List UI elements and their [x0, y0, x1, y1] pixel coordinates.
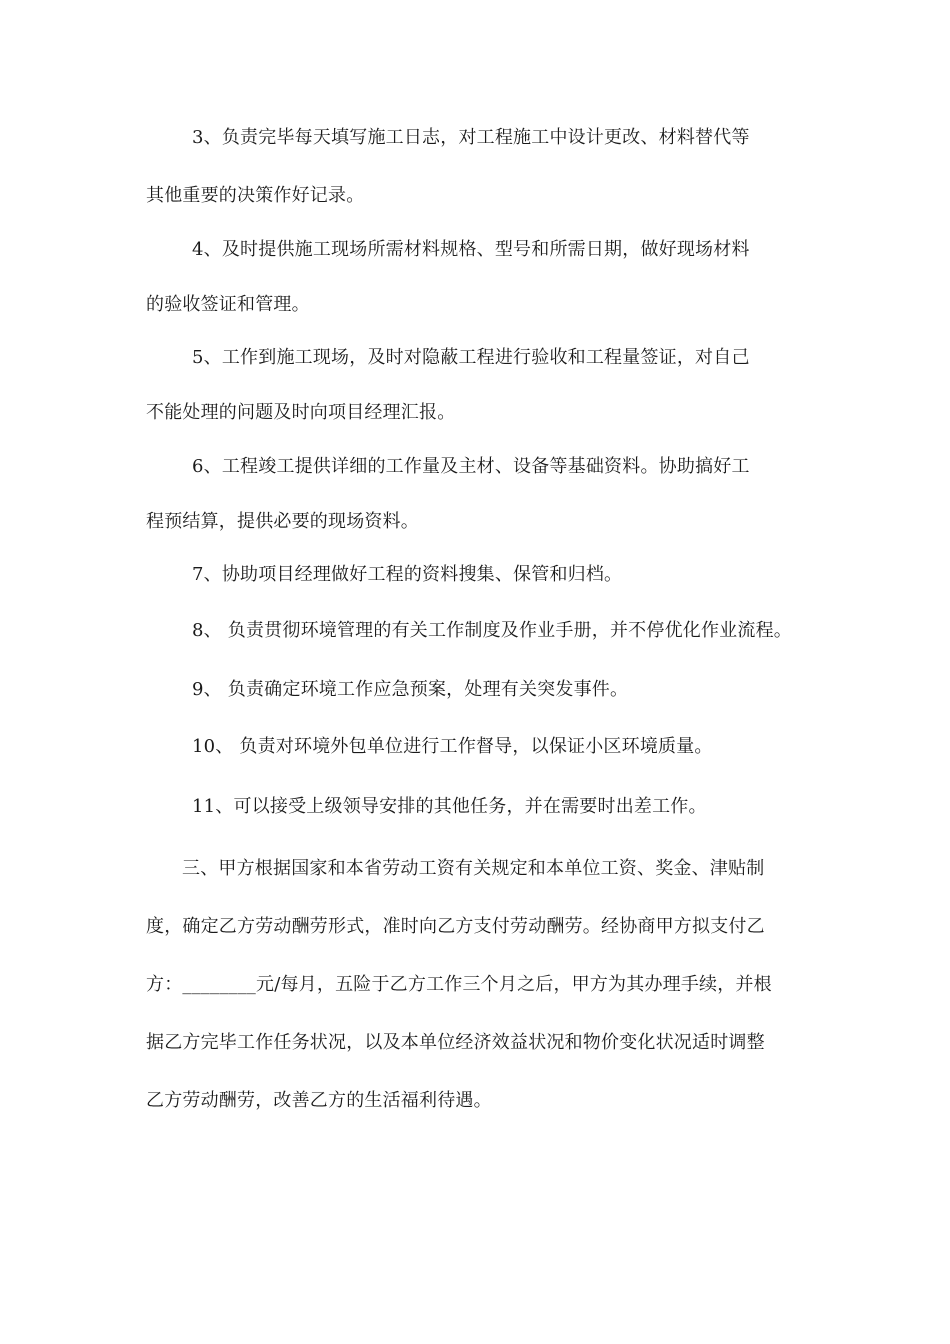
- paragraph-line: 度，确定乙方劳动酬劳形式，准时向乙方支付劳动酬劳。经协商甲方拟支付乙: [146, 916, 765, 937]
- paragraph-line: 11、可以接受上级领导安排的其他任务，并在需要时出差工作。: [192, 796, 707, 817]
- paragraph-line: 乙方劳动酬劳，改善乙方的生活福利待遇。: [146, 1090, 492, 1111]
- paragraph-line: 5、工作到施工现场，及时对隐蔽工程进行验收和工程量签证，对自己: [192, 347, 750, 368]
- paragraph-line: 6、工程竣工提供详细的工作量及主材、设备等基础资料。协助搞好工: [192, 456, 750, 477]
- paragraph-line: 方：________元/每月，五险于乙方工作三个月之后，甲方为其办理手续，并根: [146, 974, 772, 995]
- paragraph-line: 7、协助项目经理做好工程的资料搜集、保管和归档。: [192, 564, 623, 585]
- paragraph-line: 程预结算，提供必要的现场资料。: [146, 511, 419, 532]
- paragraph-line: 9、 负责确定环境工作应急预案，处理有关突发事件。: [192, 679, 629, 700]
- paragraph-line: 不能处理的问题及时向项目经理汇报。: [146, 402, 456, 423]
- paragraph-line: 三、甲方根据国家和本省劳动工资有关规定和本单位工资、奖金、津贴制: [182, 858, 765, 879]
- paragraph-line: 其他重要的决策作好记录。: [146, 185, 365, 206]
- paragraph-line: 10、 负责对环境外包单位进行工作督导，以保证小区环境质量。: [192, 736, 713, 757]
- paragraph-line: 8、 负责贯彻环境管理的有关工作制度及作业手册，并不停优化作业流程。: [192, 620, 792, 641]
- paragraph-line: 4、及时提供施工现场所需材料规格、型号和所需日期，做好现场材料: [192, 239, 750, 260]
- paragraph-line: 3、负责完毕每天填写施工日志，对工程施工中设计更改、材料替代等: [192, 127, 750, 148]
- paragraph-line: 据乙方完毕工作任务状况，以及本单位经济效益状况和物价变化状况适时调整: [146, 1032, 765, 1053]
- paragraph-line: 的验收签证和管理。: [146, 294, 310, 315]
